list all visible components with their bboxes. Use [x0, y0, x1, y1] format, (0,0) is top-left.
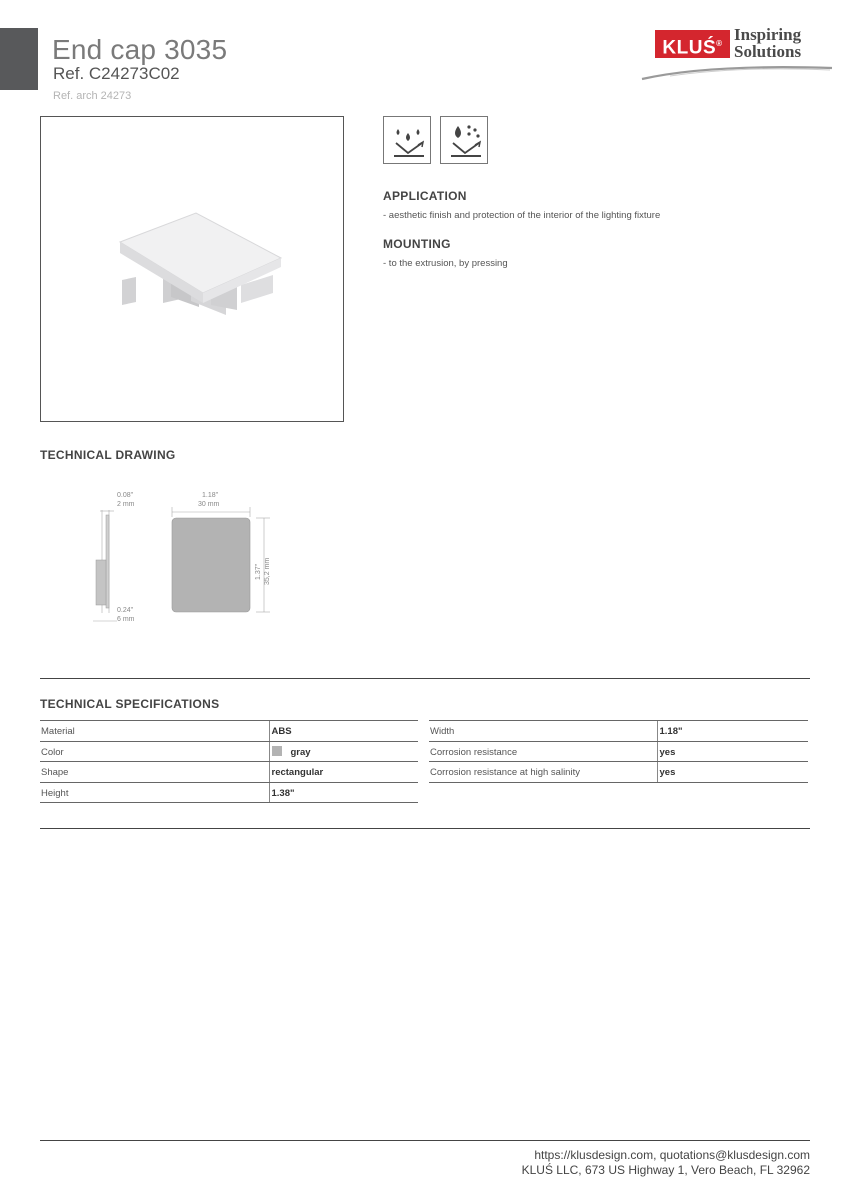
table-row	[429, 741, 808, 762]
table-row	[40, 782, 418, 803]
logo-tagline-1: Inspiring	[734, 25, 802, 44]
technical-drawing-heading: TECHNICAL DRAWING	[40, 448, 176, 462]
spec-label: Corrosion resistance	[429, 741, 657, 762]
technical-drawing	[80, 485, 290, 635]
technical-specifications-heading: TECHNICAL SPECIFICATIONS	[40, 697, 220, 711]
dim-height-mm: 35,2 mm	[264, 557, 271, 585]
product-photo	[40, 116, 344, 422]
side-view-plate	[106, 515, 109, 608]
spec-value: 1.18"	[657, 721, 808, 742]
logo-registered: ®	[716, 39, 723, 48]
table-row	[429, 762, 808, 783]
logo-tagline-2: Solutions	[734, 42, 802, 61]
divider-bottom	[40, 828, 810, 829]
spec-value: yes	[657, 762, 808, 783]
application-heading: APPLICATION	[383, 189, 467, 203]
footer-divider	[40, 1140, 810, 1141]
table-row	[429, 721, 808, 742]
page-title: End cap 3035	[52, 34, 228, 65]
spec-label: Corrosion resistance at high salinity	[429, 762, 657, 783]
application-item: - aesthetic finish and protection of the interior of the lighting fixture	[383, 210, 661, 221]
logo-brand: KLUŚ	[662, 37, 717, 59]
dim-width-mm: 30 mm	[198, 501, 220, 508]
water-drop-protection-icon	[388, 121, 428, 161]
mounting-item: - to the extrusion, by pressing	[383, 258, 508, 269]
mounting-heading: MOUNTING	[383, 237, 451, 251]
divider-top	[40, 678, 810, 679]
dim-height-in: 1.37"	[255, 563, 262, 580]
spec-table-left	[40, 720, 418, 803]
product-ref: Ref. C24273C02	[53, 64, 180, 83]
front-view-plate	[172, 518, 250, 612]
spec-value: gray	[290, 747, 311, 759]
dim-depth-in: 0.24"	[117, 607, 134, 614]
side-view-lug	[96, 560, 106, 605]
logo-badge	[655, 30, 730, 58]
spec-label: Color	[40, 741, 269, 762]
icon-ip-dust	[440, 116, 488, 164]
dim-width-in: 1.18"	[202, 492, 219, 499]
dust-and-water-protection-icon	[445, 121, 485, 161]
dim-thickness-in: 0.08"	[117, 492, 134, 499]
spec-label: Width	[429, 721, 657, 742]
icon-ip-water	[383, 116, 431, 164]
spec-label: Shape	[40, 762, 269, 783]
table-row	[40, 721, 418, 742]
color-swatch	[272, 746, 282, 756]
spec-value: ABS	[269, 721, 418, 742]
logo-tagline	[734, 26, 801, 60]
end-cap-illustration	[41, 117, 345, 423]
product-ref-arch: Ref. arch 24273	[53, 90, 132, 102]
logo-swoosh-icon	[640, 62, 835, 82]
header-side-block	[0, 28, 38, 90]
footer	[522, 1148, 810, 1178]
footer-address: KLUŚ LLC, 673 US Highway 1, Vero Beach, FL 32962	[521, 1163, 810, 1177]
dim-depth-mm: 6 mm	[117, 616, 135, 623]
footer-contact[interactable]: https://klusdesign.com, quotations@klusdesign.com	[534, 1148, 810, 1162]
spec-label: Height	[40, 782, 269, 803]
table-row	[40, 741, 418, 762]
spec-value-color	[269, 741, 418, 762]
brand-logo[interactable]	[640, 24, 835, 84]
spec-label: Material	[40, 721, 269, 742]
spec-value: rectangular	[269, 762, 418, 783]
table-row	[40, 762, 418, 783]
dim-thickness-mm: 2 mm	[117, 501, 135, 508]
spec-value: 1.38"	[269, 782, 418, 803]
spec-value: yes	[657, 741, 808, 762]
spec-table-right	[429, 720, 808, 783]
